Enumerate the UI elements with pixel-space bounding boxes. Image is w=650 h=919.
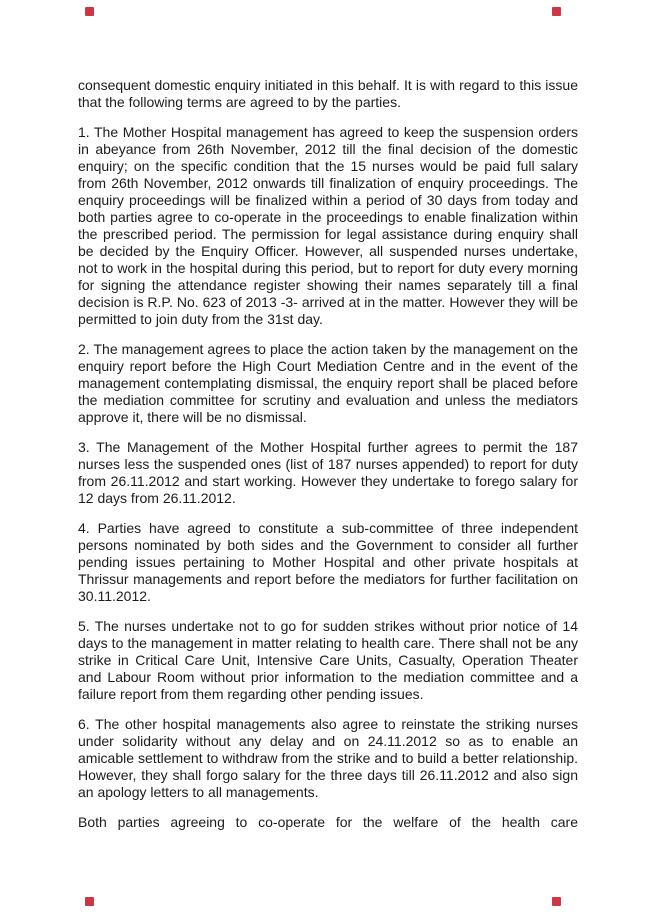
paragraph-clause-6: 6. The other hospital managements also agree to reinstate the striking nurses under solidarity without any delay and on 24.11.2012 so as to enable an amicable settlement to withdraw from the strike and to build a better relationship. However, they shall forgo salary for the three days till 26.11.2012 and also sign an apology letters to all managements. [78,716,578,800]
paragraph-clause-5: 5. The nurses undertake not to go for sudden strikes without prior notice of 14 days to the management in matter relating to health care. There shall not be any strike in Critical Care Unit, Intensive Care Units, Casualty, Operation Theater and Labour Room without prior information to the mediation committee and a failure report from them regarding other pending issues. [78,618,578,702]
corner-marker-bottom-left [85,897,94,906]
paragraph-clause-4: 4. Parties have agreed to constitute a sub-committee of three independent persons nominated by both sides and the Government to consider all further pending issues pertaining to Mother Hospital and other private hospitals at Thrissur managements and report before the mediators for further facilitation on 30.11.2012. [78,520,578,604]
paragraph-closing: Both parties agreeing to co-operate for the welfare of the health care [78,814,578,830]
corner-marker-top-left [85,7,94,16]
paragraph-clause-2: 2. The management agrees to place the action taken by the management on the enquiry report before the High Court Mediation Centre and in the event of the management contemplating dismissal, the enquiry report shall be placed before the mediation committee for scrutiny and evaluation and unless the mediators approve it, there will be no dismissal. [78,341,578,425]
paragraph-clause-3: 3. The Management of the Mother Hospital further agrees to permit the 187 nurses less the suspended ones (list of 187 nurses appended) to report for duty from 26.11.2012 and start working. However they undertake to forego salary for 12 days from 26.11.2012. [78,439,578,506]
corner-marker-top-right [552,7,561,16]
corner-marker-bottom-right [552,897,561,906]
paragraph-clause-1: 1. The Mother Hospital management has agreed to keep the suspension orders in abeyance from 26th November, 2012 till the final decision of the domestic enquiry; on the specific condition that the 15 nurses would be paid full salary from 26th November, 2012 onwards till finalization of enquiry proceedings. The enquiry proceedings will be finalized within a period of 30 days from today and both parties agree to co-operate in the proceedings to enable finalization within the prescribed period. The permission for legal assistance during enquiry shall be decided by the Enquiry Officer. However, all suspended nurses undertake, not to work in the hospital during this period, but to report for duty every morning for signing the attendance register showing their names separately till a final decision is R.P. No. 623 of 2013 -3- arrived at in the matter. However they will be permitted to join duty from the 31st day. [78,124,578,327]
document-body [78,77,578,831]
paragraph-intro: consequent domestic enquiry initiated in this behalf. It is with regard to this issue that the following terms are agreed to by the parties. [78,77,578,110]
